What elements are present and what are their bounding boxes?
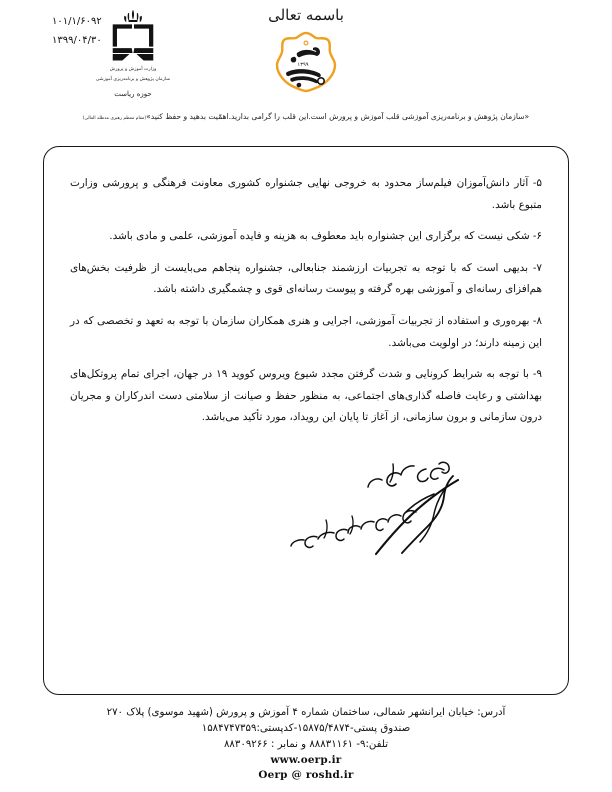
ministry-block xyxy=(58,8,208,98)
slogan-text: «سازمان پژوهش و برنامه‌ریزی آموزشی قلب آموزش و پرورش است.این قلب را گرامی بدارید.اهمّیت بدهید و حفظ کنید» xyxy=(146,112,530,121)
footer-website[interactable]: www.oerp.ir xyxy=(270,753,342,766)
ministry-name-line1: وزارت آموزش و پرورش xyxy=(109,67,157,72)
document-header xyxy=(0,0,612,108)
clause-item: ۷- بدیهی است که با توجه به تجربیات ارزشمند جنابعالی، جشنواره پنجاهم می‌بایست از ظرفیت بخش‌های هم‌افزای رسانه‌ای و آموزشی بهره گرفته و پیوست رسانه‌ای قوی و چشمگیری داشته باشد. xyxy=(70,262,542,296)
footer-postal-code: صندوق پستی-۱۵۸۷۵/۴۸۷۴-کدپستی:۱۵۸۴۷۴۷۳۵۹ xyxy=(201,723,411,735)
signature-area xyxy=(70,450,542,570)
clause-list xyxy=(70,173,542,428)
letter-content-box xyxy=(43,146,569,695)
festival-logo-icon xyxy=(269,26,343,96)
footer-address: آدرس: خیابان ایرانشهر شمالی، ساختمان شماره ۴ آموزش و پرورش (شهید موسوی) پلاک ۲۷۰ xyxy=(106,707,506,719)
ministry-unit-label: حوزه ریاست xyxy=(114,90,152,99)
clause-item: ۸- بهره‌وری و استفاده از تجربیات آموزشی، اجرایی و هنری همکاران سازمان با توجه به تعهد و تخصصی که در این زمینه دارند؛ در اولویت می‌باشد. xyxy=(70,315,542,349)
footer-email[interactable]: Oerp @ roshd.ir xyxy=(258,769,354,782)
svg-text:۱۳۹۹: ۱۳۹۹ xyxy=(297,62,309,68)
handwritten-signature xyxy=(248,450,498,565)
reference-number: ۱۰۱/۱/۶۰۹۲ xyxy=(52,16,102,27)
basmala-text: باسمه تعالی xyxy=(268,6,344,24)
clause-item: ۹- با توجه به شرایط کرونایی و شدت گرفتن مجدد شیوع ویروس کووید ۱۹ در جهان، اجرای تمام پروتکل‌های بهداشتی و رعایت فاصله گذاری‌های اجتماعی، به منظور حفظ و صیانت از سلامتی دست اندرکاران و مجریان درون سازمانی و برون سازمانی، از آغاز تا پایان این رویداد، مورد تأکید می‌باشد. xyxy=(70,368,542,423)
ministry-name-line2: سازمان پژوهش و برنامه‌ریزی آموزشی xyxy=(95,76,171,82)
ministry-emblem-icon xyxy=(103,8,163,64)
clause-item: ۵- آثار دانش‌آموزان فیلم‌ساز محدود به خروجی نهایی جشنواره کشوری معاونت فرهنگی و پرورشی وزارت متبوع باشد. xyxy=(70,177,542,211)
leader-slogan xyxy=(0,112,612,121)
center-header-block xyxy=(216,6,396,96)
clause-item: ۶- شکی نیست که برگزاری این جشنواره باید معطوف به هزینه و فایده آموزشی، علمی و مادی باشد. xyxy=(109,230,542,243)
slogan-attribution: (مقام معظم رهبری مدظله العالی) xyxy=(82,116,147,121)
footer-phone: تلفن:۹- ۸۸۸۳۱۱۶۱ و نمابر : ۸۸۳۰۹۲۶۶ xyxy=(223,738,389,750)
document-footer xyxy=(0,705,612,784)
document-date: ۱۳۹۹/۰۴/۳۰ xyxy=(52,35,102,46)
